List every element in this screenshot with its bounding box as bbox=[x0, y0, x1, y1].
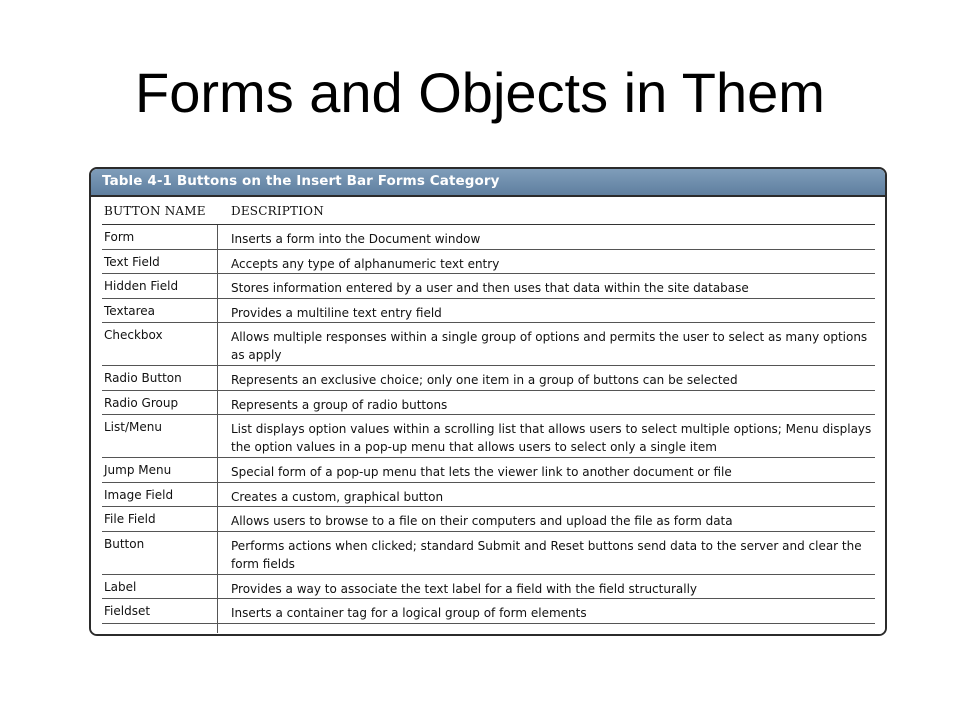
button-name-cell: Radio Button bbox=[104, 371, 182, 385]
description-cell: Allows multiple responses within a single group of options and permits the user to select as many options as apply bbox=[231, 330, 868, 362]
column-header-description: DESCRIPTION bbox=[231, 204, 324, 218]
table-row bbox=[102, 274, 875, 299]
table-row bbox=[102, 532, 875, 575]
table-row bbox=[102, 458, 875, 483]
button-name-cell: Checkbox bbox=[104, 328, 163, 342]
description-cell: Provides a way to associate the text label for a field with the field structurally bbox=[231, 581, 698, 596]
description-cell: Represents a group of radio buttons bbox=[231, 397, 448, 412]
table-row bbox=[102, 323, 875, 366]
description-cell: Inserts a container tag for a logical group of form elements bbox=[231, 606, 587, 620]
table-caption-bar bbox=[91, 169, 885, 197]
table-row bbox=[102, 366, 875, 391]
description-cell: Provides a multiline text entry field bbox=[231, 305, 442, 320]
button-name-cell: Radio Group bbox=[104, 395, 179, 410]
table-row bbox=[102, 299, 875, 324]
button-name-cell: Label bbox=[104, 579, 137, 594]
table-row bbox=[102, 415, 875, 458]
table-rows bbox=[102, 225, 875, 624]
table-body bbox=[91, 197, 885, 636]
description-cell: Represents an exclusive choice; only one item in a group of buttons can be selected bbox=[231, 373, 738, 387]
table-row bbox=[102, 250, 875, 275]
button-name-cell: Image Field bbox=[104, 487, 174, 502]
description-cell: List displays option values within a scrolling list that allows users to select multiple options; Menu displays the option values in a pop-up menu that allows users to select only a single item bbox=[231, 422, 872, 454]
button-name-cell: Form bbox=[104, 230, 135, 244]
button-name-cell: File Field bbox=[104, 512, 156, 526]
button-name-cell: Button bbox=[104, 536, 145, 551]
button-name-cell: Textarea bbox=[104, 303, 156, 318]
description-cell: Inserts a form into the Document window bbox=[231, 232, 481, 246]
description-cell: Performs actions when clicked; standard Submit and Reset buttons send data to the server and clear the form fields bbox=[231, 538, 862, 571]
button-name-cell: Text Field bbox=[104, 254, 160, 269]
table-row bbox=[102, 507, 875, 532]
button-name-cell: Hidden Field bbox=[104, 279, 179, 293]
description-cell: Creates a custom, graphical button bbox=[231, 489, 444, 504]
button-name-cell: Fieldset bbox=[104, 604, 151, 618]
slide-title: Forms and Objects in Them bbox=[135, 61, 825, 124]
table-caption: Table 4-1 Buttons on the Insert Bar Forms Category bbox=[102, 173, 500, 189]
description-cell: Special form of a pop-up menu that lets the viewer link to another document or file bbox=[231, 465, 732, 479]
forms-table bbox=[89, 167, 887, 636]
table-row bbox=[102, 599, 875, 624]
table-row bbox=[102, 575, 875, 600]
column-header-button-name: BUTTON NAME bbox=[104, 204, 206, 218]
description-cell: Stores information entered by a user and then uses that data within the site database bbox=[231, 281, 749, 295]
table-row bbox=[102, 225, 875, 250]
button-name-cell: List/Menu bbox=[104, 420, 162, 434]
description-cell: Allows users to browse to a file on their computers and upload the file as form data bbox=[231, 514, 733, 528]
button-name-cell: Jump Menu bbox=[104, 463, 172, 477]
description-cell: Accepts any type of alphanumeric text entry bbox=[231, 256, 500, 271]
table-row bbox=[102, 391, 875, 416]
table-row bbox=[102, 483, 875, 508]
